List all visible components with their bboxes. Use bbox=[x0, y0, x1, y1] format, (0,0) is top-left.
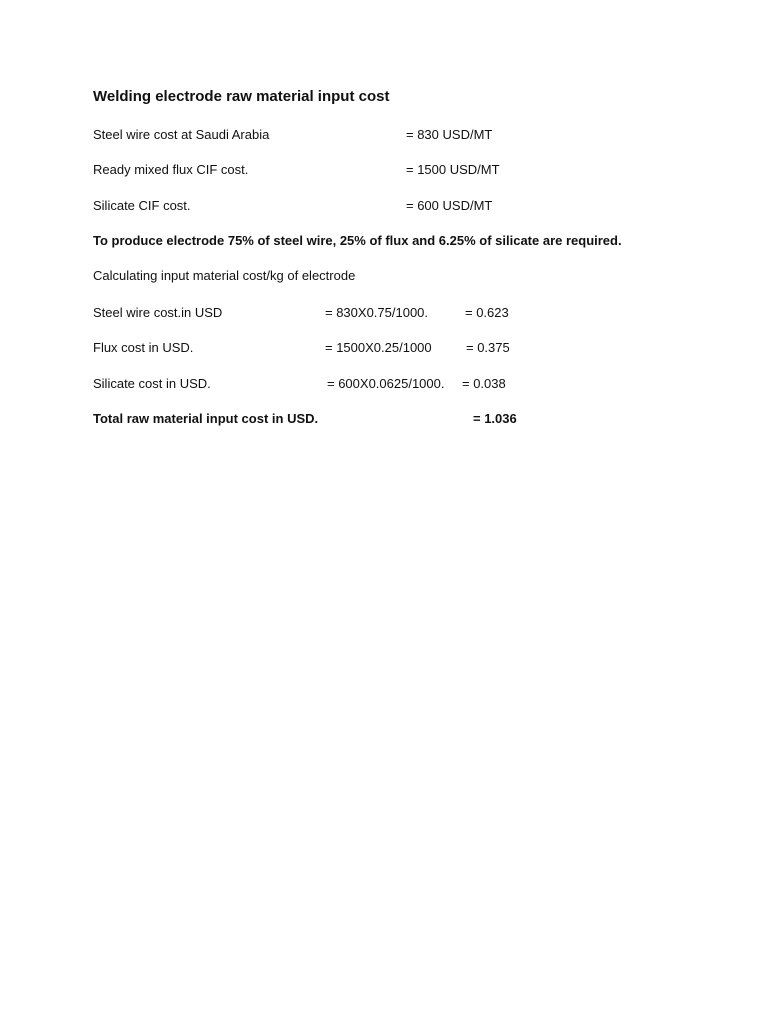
calc-result: = 0.375 bbox=[466, 340, 510, 355]
price-row-silicate bbox=[93, 197, 693, 215]
price-value: = 830 USD/MT bbox=[406, 127, 493, 142]
price-value: = 600 USD/MT bbox=[406, 198, 493, 213]
total-row bbox=[93, 410, 693, 428]
calc-label: Flux cost in USD. bbox=[93, 340, 194, 355]
calc-row-steel-wire bbox=[93, 304, 693, 322]
total-label: Total raw material input cost in USD. bbox=[93, 411, 319, 426]
calc-result: = 0.623 bbox=[465, 305, 509, 320]
price-label: Ready mixed flux CIF cost. bbox=[93, 162, 249, 177]
calculation-heading: Calculating input material cost/kg of electrode bbox=[93, 268, 356, 283]
price-label: Silicate CIF cost. bbox=[93, 198, 191, 213]
calc-formula: = 830X0.75/1000. bbox=[325, 305, 429, 320]
calc-formula: = 1500X0.25/1000 bbox=[325, 340, 432, 355]
total-value: = 1.036 bbox=[473, 411, 517, 426]
calc-label: Silicate cost in USD. bbox=[93, 376, 211, 391]
price-row-flux bbox=[93, 161, 693, 179]
price-value: = 1500 USD/MT bbox=[406, 162, 500, 177]
price-label: Steel wire cost at Saudi Arabia bbox=[93, 127, 270, 142]
calc-label: Steel wire cost.in USD bbox=[93, 305, 223, 320]
calc-row-flux bbox=[93, 339, 693, 357]
calc-result: = 0.038 bbox=[462, 376, 506, 391]
calc-row-silicate bbox=[93, 375, 693, 393]
requirement-note: To produce electrode 75% of steel wire, 25% of flux and 6.25% of silicate are required. bbox=[93, 233, 622, 248]
document-title: Welding electrode raw material input cost bbox=[93, 88, 390, 105]
price-row-steel-wire bbox=[93, 126, 693, 144]
calc-formula: = 600X0.0625/1000. bbox=[327, 376, 445, 391]
